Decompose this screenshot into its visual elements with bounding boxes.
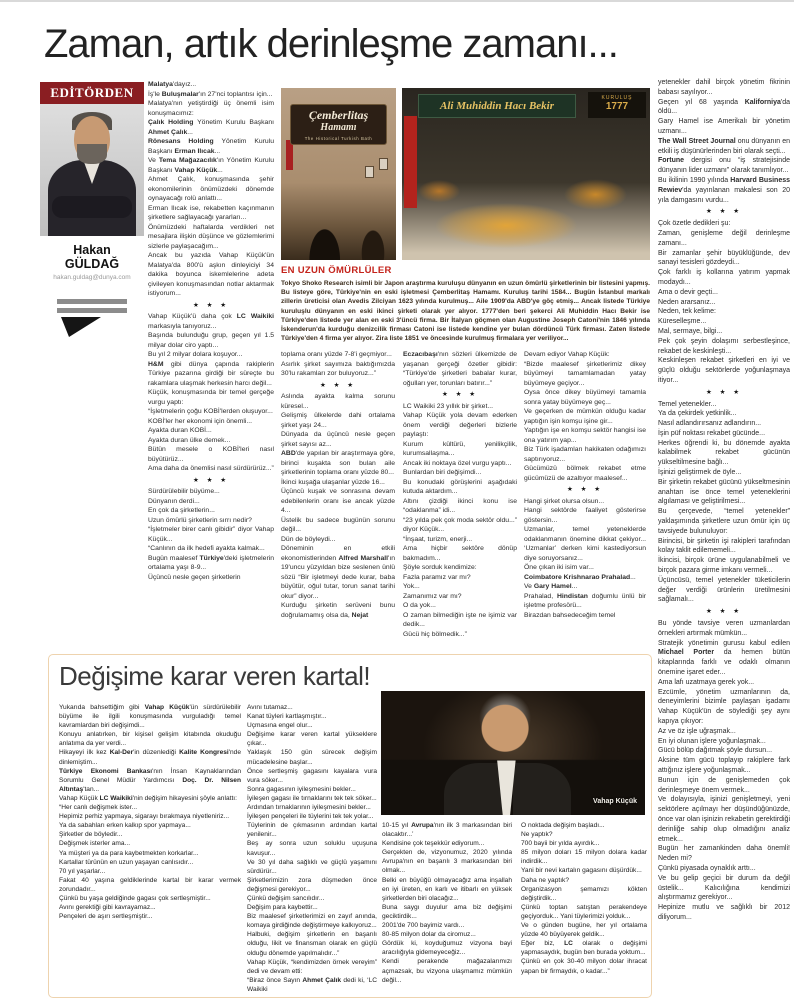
founding-year: 1777 bbox=[605, 101, 629, 112]
author-first-name: Hakan bbox=[73, 243, 111, 257]
hamam-sign-title: Çemberlitaş bbox=[308, 108, 369, 122]
photo-caption: Vahap Küçük bbox=[593, 798, 637, 805]
box-column-1: Yukarıda bahsettiğim gibi Vahap Küçük'ün sürdürülebilir büyüme ile ilgili konuşmasında vurguladığı temel kavramlardan biri değişimdi... Konuyu anlatırken, bir kişisel gelişim kitabında okuduğu anlatıma da yer verdi... Hikayeyi ilk kez Kal-Der'in düzenlediği Kalite Kongresi'nde dinlemiştim... Türkiye Ekonomi Bankası'nın İnsan Kaynaklarından Sorumlu Genel Müdür Yardımcısı Doç. Dr. Nilsen Altıntaş'tan... Vahap Küçük LC Waikiki'nin değişim hikayesini şöyle anlattı: “Her canlı değişmek ister... Hepimiz perhiz yapmaya, sigarayı bırakmaya niyetleniriz... Ya da sabahları erken kalkıp spor yapmaya... Şirketler de böyledir... Değişmek isterler ama... Ya müşteri ya da para kaybetmekten korkarlar... Kartallar türünün en uzun yaşayan canlısıdır... 70 yıl yaşarlar... Fakat 40 yaşına geldiklerinde kartal bir karar vermek zorundadır... Çünkü bu yaşa geldiğinde gagası çok sertleşmiştir... Avını gerektiği gibi kavrayamaz... Pençeleri de aşırı sertleşmiştir... bbox=[59, 704, 241, 921]
author-name bbox=[40, 243, 144, 271]
box-column-2: Avını tutamaz... Kanat tüyleri kartlaşmıştır... Uçmasına engel olur... Değişime karar veren kartal yükseklere çıkar... Yaklaşık 150 gün sürecek değişim mücadelesine başlar... Önce sertleşmiş gagasını kayalara vura vura söker... Sonra gagasının iyileşmesini bekler... İyileşen gagası ile tırnaklarını tek tek söker... Ardından tırnaklarının iyileşmesini bekler... İyileşen pençeleri ile tüylerini tek tek yolar... Tüylerinin de çıkmasının ardından kartal yenilenir... Beş ay sonra uzun soluklu uçuşuna kavuşur... Ve 30 yıl daha sağlıklı ve güçlü yaşamını sürdürür... Şirketlerimizin zora düşmeden önce değişmesi gerekiyor... Çünkü değişim sancılıdır... Değişim para kaybettir... Biz maalesef şirketlerimizi en zayıf anında, komaya girdiğinde değiştirmeye kalkıyoruz... Halbuki, değişim şirketlerin en başarılı olduğu, likit ve finansman olarak en güçlü olduğu dönemde yapılmalıdır...” Vahap Küçük, “kendimizden örnek vereyim” dedi ve devam etti: “Biraz önce Sayın Ahmet Çalık dedi ki, ‘LC Waikiki bbox=[247, 704, 377, 993]
author-photo bbox=[40, 104, 144, 236]
longevity-box-body: Tokyo Shoko Research isimli bir Japon araştırma kuruluşu dünyanın en uzun ömürlü şirketlerinin bir listesini yapmış. Bu listeye göre, Türkiye'nin en eski işletmesi Çemberlitaş Hamamı. Kuruluş tarihi 1584... Bugün İstanbul markalı zillerin üreticisi olan Avedis Zilciyan 1623 yılında kurulmuş... Aile 1909'da ABD'ye göç etmiş... Ancak listede Türkiye kuruluşlu dünyanın en eski ikinci şirketi olarak yer alıyor. 1777'den beri şekerci Ali Muhiddin Hacı Bekir ise Türkiye'den listede yer alan en eski 3'üncü firma. Bir İtalyan göçmen olan Augustine Joseph Catoni'nin 1846 yılında İskenderun'da kurduğu denizcilik firması Catoni ise listede kendine yer bulan dördüncü Türk firması. Zaten listede Türkiye'den 4 firma yer alıyor. Zira liste 1851 ve öncesinde kurulmuş firmalara yer veriliyor... bbox=[281, 280, 650, 343]
longest-lived-companies-box bbox=[281, 265, 650, 347]
kurulus-label: KURULUŞ bbox=[601, 95, 633, 101]
editorial-section-label: EDİTÖRDEN bbox=[40, 82, 144, 104]
red-banner bbox=[404, 116, 417, 208]
wall-frame bbox=[379, 158, 388, 170]
hamam-sign bbox=[290, 104, 387, 145]
author-last-name: GÜLDAĞ bbox=[64, 257, 120, 271]
portrait-crossed-arms bbox=[52, 196, 132, 218]
editorial-sidebar bbox=[40, 82, 144, 339]
author-email: hakan.guldag@dunya.com bbox=[53, 274, 131, 281]
haci-bekir-shop-photo bbox=[402, 88, 650, 260]
box-title: Değişime karar veren kartal! bbox=[59, 661, 371, 691]
article-column-1: Malatya'dayız... İş'le Buluşmalar'ın 27'nci toplantısı için... Malatya'nın yetiştirdiği üç önemli isim konuşmacımız: Çalık Holding Yönetim Kurulu Başkanı Ahmet Çalık... Rönesans Holding Yönetim Kurulu Başkanı Erman Ilıcak... Ve Tema Mağazacılık'ın Yönetim Kurulu Başkanı Vahap Küçük... Ahmet Çalık, konuşmasında şehir ekonomilerinin önümüzdeki dönemde oynayacağı rolü anlattı... Erman Ilıcak ise, rekabetten kaçınmanın şirketlere sağlayacağı yararları... Önümüzdeki haftalarda verdikleri net mesajlara ilişkin düşünce ve gözlemlerimi sizlerle paylaşacağım... Ancak bu yazıda Vahap Küçük'ün Malatya'da 800'ü aşkın dinleyiciyi 34 dakika boyunca iskemlelerine adeta çivileyen konuşmasından notlar aktarmak istiyorum... ★ ★ ★ Vahap Küçük'ü daha çok LC Waikiki markasıyla tanıyoruz... Başında bulunduğu grup, geçen yıl 1.5 milyar dolar ciro yaptı... Bu yıl 2 milyar dolara koşuyor... H&M gibi dünya çapında rakiplerin Türkiye pazarına girdiği bir süreçte bu rakamlara ulaşmak herkesin harcı değil... Küçük, konuşmasında bir temel gerçeğe vurgu yaptı: “İşletmelerin çoğu KOBİ'lerden oluşuyor... KOBİ'ler her ekonomi için önemli... Ayakta duran KOBİ... Ayakta duran ülke demek... Bütün mesele o KOBİ'leri nasıl büyütürüz... Ama daha da önemlisi nasıl sürdürürüz...” ★ ★ ★ Sürdürülebilir büyüme... Dünyanın derdi... En çok da şirketlerin... Uzun ömürlü şirketlerin sırrı nedir? “İşletmeler birer canlı gibidir” diyor Vahap Küçük... “Canlının da ilk hedefi ayakta kalmak... Bugün maalesef Türkiye'deki işletmelerin ortalama yaşı 8-9... Üçüncü nesle geçen şirketlerin bbox=[148, 81, 274, 581]
suit-left-shoulder bbox=[444, 763, 502, 815]
article-column-3: Eczacıbaşı'nın sözleri ülkemizde de yaşanan gerçeği özetler gibidir: “Türkiye'de şirketleri babalar kurar, oğulları yer, torunları batırır...” ★ ★ ★ LC Waikiki 23 yıllık bir şirket... Vahap Küçük yola devam ederken önem verdiği değerleri bizlerle paylaştı: Kurum kültürü, yenilikçilik, kurumsallaşma... Ancak iki noktaya özel vurgu yaptı... Bunlardan biri değişimdi... Bu konudaki görüşlerini aşağıdaki kutuda aktardım... Altını çizdiği ikinci konu ise “odaklanma” idi... “23 yılda pek çok moda sektör oldu...” diyor Küçük... “İnşaat, turizm, enerji... Ama hiçbir sektöre dönüp bakmadım... Şöyle sorduk kendimize: Fazla paramız var mı? Yok... Zamanımız var mı? O da yok... O zaman bilmediğin işte ne işimiz var dedik... Gücü hiç bölmedik...” bbox=[403, 351, 517, 638]
box-column-4: O noktada değişim başladı... Ne yaptık? 700 bayii bir yılda ayırdık... 85 milyon doları 15 milyon dolara kadar indirdik... Yani bir nevi kartalın gagasını düşürdük... Daha ne yaptık? Organizasyon şemamızı kökten değiştirdik... Çünkü toptan satıştan perakendeye geçiyorduk... Yani tüylerimizi yolduk... Ve o günden bugüne, her yıl ortalama yüzde 40 büyüyerek geldik... Eğer biz, LC olarak o değişimi yapmasaydık, bugün ben burada yoktum... Çünkü en çok 30-40 milyon dolar ihracat yapan bir firmaydık, o kadar...” bbox=[521, 822, 647, 975]
cemberlitas-hamami-photo bbox=[281, 88, 396, 260]
haci-bekir-sign: Ali Muhiddin Hacı Bekir bbox=[418, 94, 576, 118]
page-title: Zaman, artık derinleşme zamanı... bbox=[44, 22, 618, 66]
article-column-5: yetenekler dahil birçok yönetim fikrinin babası sayılıyor... Geçen yıl 68 yaşında Kaliforniya'da öldü... Gary Hamel ise Amerikalı bir yönetim uzmanı... The Wall Street Journal onu dünyanın en etkili iş düşünürlerinden biri olarak seçti... Fortune dergisi onu “iş stratejisinde dünyanın lider uzmanı” olarak tanımlıyor... Bu ikilinin 1990 yılında Harvard Business Rewiev'da yayınlanan makalesi son 20 yıla damgasını vurdu... ★ ★ ★ Çok özetle dedikleri şu: Zaman, genişleme değil derinleşme zamanı... Bir zamanlar şehir büyüklüğünde, dev sanayi tesisleri gözdeydi... Çok farklı iş kollarına yatırım yapmak modaydı... Ama o devir geçti... Neden ararsanız... Neden, tek kelime: Küreselleşme... Mal, sermaye, bilgi... Pek çok şeyin dolaşımı serbestleşince, rekabet de keskinleşti... Keskinleşen rekabet şirketleri en iyi ve güçlü olduğu sektörlerde yoğunlaşmaya itiyor... ★ ★ ★ Temel yetenekler... Ya da çekirdek yetkinlik... Nasıl adlandırırsanız adlandırın... İşin püf noktası rekabet gücünde... Herkes öğrendi ki, bu dönemde ayakta kalabilmek rekabet gücünün yükseltilmesine bağlı... İşinizi geliştirmek de öyle... Bir şirketin rekabet gücünü yükseltmesinin anahtarı ise önce temel yeteneklerini algılaması ve geliştirilmesi... Bu çerçevede, “temel yetenekler” yaklaşımında şirketlere uzun ömür için üç tavsiyede bulunuluyor: Birincisi, bir şirketin işi rakipleri tarafından kolay taklit edilememeli... İkincisi, birçok ürüne uygulanabilmeli ve birçok pazara girme imkanı vermeli... Üçüncüsü, temel yetenekler tüketicilerin değer verdiği ürünlerin üretilmesini sağlamalı... ★ ★ ★ Bu yönde tavsiye veren uzmanlardan örnekleri artırmak mümkün... Stratejik yönetimin gurusu kabul edilen Michael Porter da hemen bütün kitaplarında farklı ve odaklı olmanın önemine işaret eder... Ama lafı uzatmaya gerek yok... Ezcümle, yönetim uzmanlarının da, deneyimlerini bizimle paylaşan işadamı Vahap Küçük'ün de söylediği şey aynı kapıya çıkıyor: Az ve öz işle uğraşmak... En iyi olunan işlere yoğunlaşmak... Gücü bölüp dağıtmak şöyle dursun... Aksine tüm gücü toplayıp rakiplere fark attığınız işlere yoğunlaşmak... Bunun için de genişlemeden çok derinleşmeye önem vermek... Ve dolayısıyla, işinizi genişletmeyi, yeni sektörlere açılmayı her düşündüğünüzde, önce var olan işinizin rekabetin gerektirdiği derinliğe sahip olup olmadığını analiz etmek... Bugün her zamankinden daha önemli! Neden mi? Çünkü piyasada oynaklık arttı... Ve bu gelip geçici bir durum da değil üstelik... Kalıcılığına kendimizi alıştırmamız gerekiyor... Hepinize mutlu ve sağlıklı bir 2012 diliyorum... bbox=[658, 79, 790, 921]
hamam-sign-tagline: The Historical Turkish Bath bbox=[304, 136, 373, 141]
vahap-kucuk-photo bbox=[381, 691, 645, 815]
article-column-2: toplama oranı yüzde 7-8'i geçmiyor... Asırlık şirket sayımıza baktığımızda 30'lu rakamları zor buluyoruz...” ★ ★ ★ Aslında ayakta kalma sorunu küresel... Gelişmiş ülkelerde dahi ortalama şirket yaşı 24... Dünyada da üçüncü nesle geçen şirket sayısı az... ABD'de yapılan bir araştırmaya göre, birinci kuşakta son bulan aile şirketlerinin toplama oranı yüzde 80... İkinci kuşağa ulaşanlar yüzde 16... Üçüncü kuşak ve sonrasına devam edebilenlerin oranı ise ancak yüzde 4... Üstelik bu sadece bugünün sorunu değil... Dün de böyleydi... Döneminin en etkili ekonomistlerinden Alfred Marshall'ın 19'uncu yüzyıldan bize seslenen ünlü sözü “Bir işletmeyi dede kurar, baba büyütür, oğul tutar, torun sanat tarihi okur” diyor... Kurduğu şirketin serüveni bunu doğrulamamış olsa da, Nejat bbox=[281, 351, 395, 619]
hamam-sign-subtitle: Hamamı bbox=[320, 122, 357, 133]
longevity-box-title: EN UZUN ÖMÜRLÜLER bbox=[281, 265, 392, 276]
article-column-4: Devam ediyor Vahap Küçük: “Bizde maalesef şirketlerimiz dikey büyümeyi tamamlamadan yatay büyümeye geçiyor... Oysa önce dikey büyümeyi tamamla sonra yatay büyümeye geç... Ve geçerken de mümkün olduğu kadar yaptığın işin komşu işine gir... Yaptığın işe en komşu sektör hangisi ise ona yatırım yap... Biz Türk işadamları hakikaten odağımızı saptırıyoruz... Gücümüzü bölmek rekabet etme gücümüzü de azaltıyor maalesef... ★ ★ ★ Hangi şirket olursa olsun... Hangi sektörde faaliyet gösterirse göstersin... Uzmanlar, temel yeteneklerde odaklanmanın önemine dikkat çekiyor... ‘Uzmanlar’ derken kimi kastediyorsun diye soruyorsanız... Öne çıkan iki isim var... Coimbatore Krishnarao Prahalad... Ve Gary Hamel... Prahalad, Hindistan doğumlu ünlü bir işletme profesörü... Birazdan bahsedeceğim temel bbox=[524, 351, 646, 619]
portrait-beard bbox=[77, 144, 107, 164]
quote-mark-icon bbox=[55, 297, 129, 339]
change-story-box bbox=[48, 654, 652, 998]
wall-frame bbox=[365, 166, 374, 178]
suit-right-shoulder bbox=[513, 763, 571, 815]
box-column-3: 10-15 yıl Avrupa'nın ilk 3 markasından biri olacaktır...’ Kendisine çok teşekkür ediyorum... Gerçekten de, vizyonumuz, 2020 yılında Avrupa'nın en başarılı 3 markasından biri olmak... Belki en büyüğü olmayacağız ama inşallah en iyi üreten, en karlı ve itibarlı en yüksek şirketlerden biri olacağız... Buna saygı duyulur ama biz değişimi geciktirdik... 2001'de 700 bayimiz vardı... 80-85 milyon dolar da ciromuz... Gördük ki, koyduğumuz vizyona bayi aracılığıyla gidemeyeceğiz... Kendi perakende mağazalarımızı açmazsak, bu vizyona ulaşmamız mümkün değil... bbox=[382, 822, 512, 984]
founding-year-sign bbox=[588, 92, 646, 118]
